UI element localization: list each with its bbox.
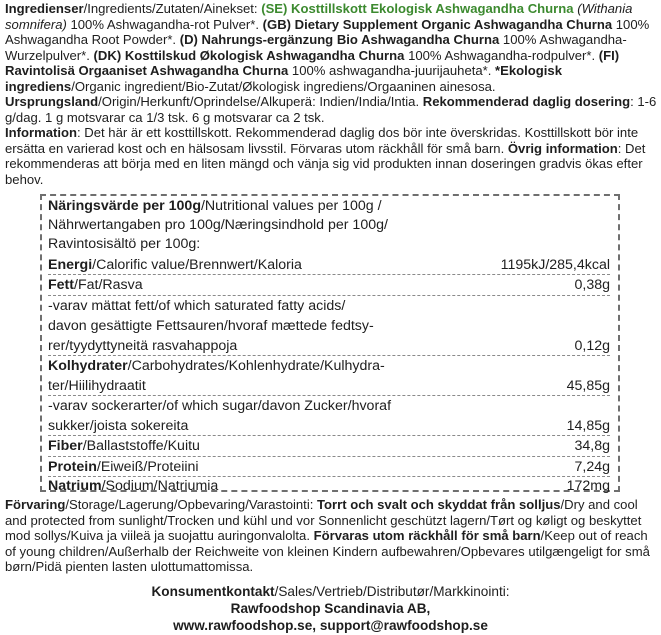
sugar-value: 14,85g (566, 418, 610, 434)
dk-product-title: (DK) Kosttilskud Økologisk Ashwagandha Churna (93, 47, 405, 63)
nutrition-row-saturated-line2: davon gesättigte Fettsauren/hvoraf mættede fedtsy- (48, 318, 374, 334)
nutrition-row-saturated: rer/tyydyttyneitä rasvahappoja 0,12g (48, 338, 610, 354)
table-divider (48, 435, 610, 436)
ingredients-paragraph: Ingredienser/Ingredients/Zutaten/Ainekset: (SE) Kosttillskott Ekologisk Ashwagandha Churna (Withania somnifera) 100% Ashwagandha-rot Pulver*. (GB) Dietary Supplement Organic Ashwagandha Churna 100% Ashwagandha Root Powder*. (D) Nahrungs-ergänzung Bio Ashwagandha Churna 100% Ashwagandha-Wurzelpulver*. (DK) Kosttilskud Økologisk Ashwagandha Churna 100% Ashwagandha-rodpulver*. (FI) Ravintolisä Orgaaniset Ashwagandha Churna 100% ashwagandha-juurijauheta*. *Ekologisk ingrediens/Organic ingredient/Bio-Zutat/Økologisk ingrediens/Orgaaninen ainesosa. Ursprungsland/Origin/Herkunft/Oprindelse/Alkuperä: Indien/India/Intia. Rekommenderad daglig dosering: 1-6 g/dag. 1 g motsvarar ca 1/3 tsk. 6 g motsvarar ca 2 tsk. Information: Det här är ett kosttillskott. Rekommenderad daglig dos bör inte överskridas. Kosttillskott bör inte ersätta en varierad kost och en hälsosam livsstil. Förvaras utom räckhåll för små barn. Övrig information: Det rekommenderas att börja med en liten mängd och vänja sig vid produkten innan doseringen gradvis ökas efter behov. (5, 1, 657, 187)
nutrition-row-fat: Fett/Fat/Rasva 0,38g (48, 277, 610, 293)
nutrition-row-saturated-line1: -varav mättat fett/of which saturated fatty acids/ (48, 298, 346, 314)
saturated-fat-value: 0,12g (574, 338, 610, 354)
storage-label: Förvaring (5, 497, 66, 512)
contact-line: Konsumentkontakt/Sales/Vertrieb/Distributør/Markkinointi: (151, 584, 510, 599)
nutrition-row-carbohydrates: ter/Hiilihydraatit 45,85g (48, 378, 610, 394)
company-name: Rawfoodshop Scandinavia AB, (230, 601, 431, 616)
fi-product-title: (FI) Ravintolisä Orgaaniset Ashwagandha Churna (5, 47, 620, 78)
fat-value: 0,38g (574, 277, 610, 293)
nutrition-row-energy: Energi/Calorific value/Brennwert/Kaloria 1195kJ/285,4kcal (48, 257, 610, 273)
table-divider (48, 355, 610, 356)
information-label: Information (5, 125, 78, 140)
nutrition-row-carbohydrates-line1: Kolhydrater/Carbohydrates/Kohlenhydrate/Kulhydra- (48, 358, 385, 374)
contact-label: Konsumentkontakt (151, 584, 275, 599)
sodium-value: 172mg (566, 478, 610, 494)
other-information-label: Övrig information (507, 140, 618, 156)
nutrition-row-sodium: Natrium/Sodium/Natriumia 172mg (48, 478, 610, 494)
carbohydrates-value: 45,85g (566, 378, 610, 394)
nutrition-heading: Näringsvärde per 100g/Nutritional values per 100g / (48, 198, 382, 214)
table-divider (48, 456, 610, 457)
keep-away-label: Förvaras utom räckhåll för små barn (313, 528, 541, 543)
ingredients-heading: Ingredienser (5, 1, 84, 16)
energy-value: 1195kJ/285,4kcal (500, 257, 610, 273)
nutrition-heading-line2: Nährwertangaben pro 100g/Næringsindhold per 100g/ (48, 217, 388, 233)
storage-paragraph: Förvaring/Storage/Lagerung/Opbevaring/Varastointi: Torrt och svalt och skyddat från solljus/Dry and cool and protected from sunlight/Trocken und kühl und vor Sonnenlicht geschützt lagern/Tørt og køligt og beskyttet mod sollys/Kuiva ja viileä ja suojattu auringonvalolta. Förvaras utom räckhåll för små barn/Keep out of reach of young children/Außerhalb der Reichweite von kleinen Kindern aufbewahren/Opbevares utilgængeligt for små børn/Pidä pienten lasten ulottumattomissa. (5, 497, 650, 574)
se-product-title: (SE) Kosttillskott Ekologisk Ashwagandha Churna (261, 1, 574, 16)
organic-label: *Ekologisk ingrediens (5, 63, 562, 94)
dose-label: Rekommenderad daglig dosering (422, 94, 631, 109)
nutrition-row-sugar: sukker/joista sokereita 14,85g (48, 418, 610, 434)
table-divider (48, 395, 610, 396)
contact-web-email: www.rawfoodshop.se, support@rawfoodshop.se (173, 618, 488, 633)
nutrition-heading-line3: Ravintosisältö per 100g: (48, 236, 201, 252)
de-product-title: (D) Nahrungs-ergänzung Bio Ashwagandha Churna (179, 32, 500, 47)
gb-product-title: (GB) Dietary Supplement Organic Ashwagandha Churna (262, 16, 613, 32)
nutrition-row-protein: Protein/Eiweiß/Proteiini 7,24g (48, 459, 610, 475)
origin-label: Ursprungsland (5, 94, 99, 109)
protein-value: 7,24g (574, 459, 610, 475)
table-divider (48, 295, 610, 296)
nutrition-row-fiber: Fiber/Ballaststoffe/Kuitu 34,8g (48, 438, 610, 454)
table-divider (48, 274, 610, 275)
fiber-value: 34,8g (574, 438, 610, 454)
nutrition-row-sugar-line1: -varav sockerarter/of which sugar/davon Zucker/hvoraf (48, 398, 392, 414)
